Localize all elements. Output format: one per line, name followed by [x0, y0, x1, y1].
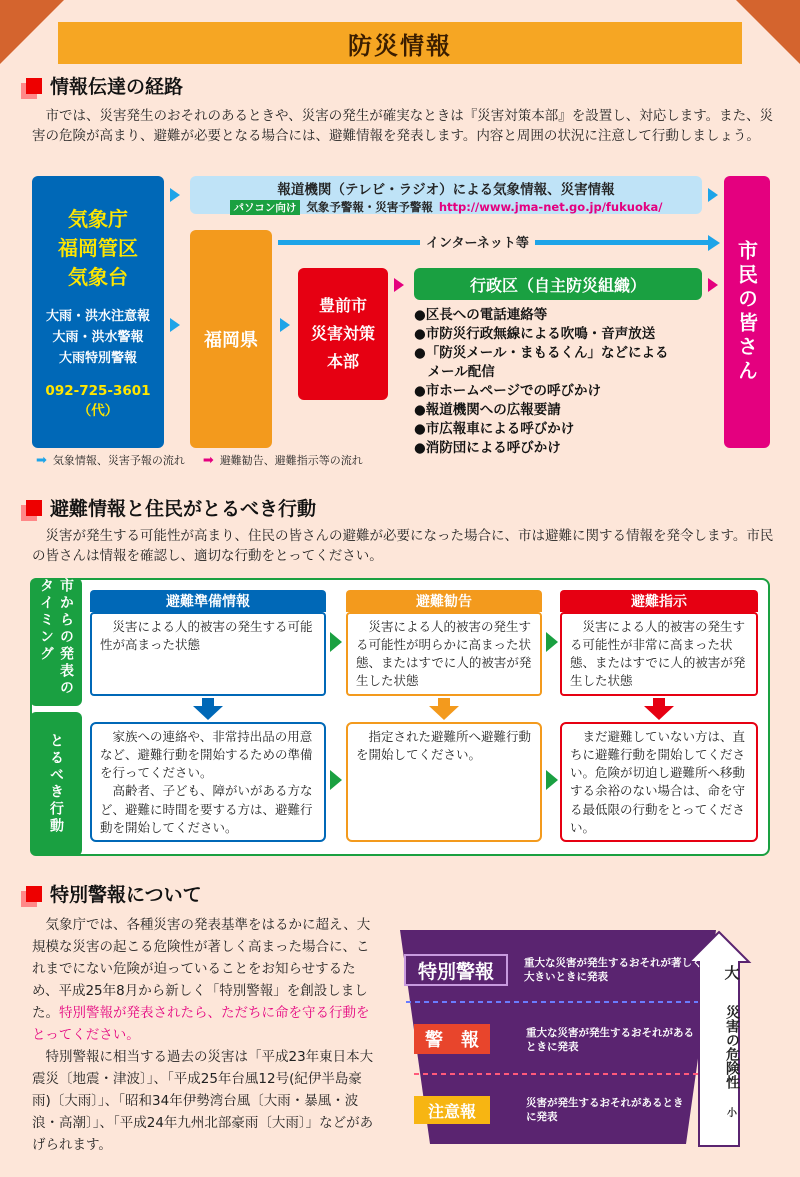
action-text: まだ避難していない方は、直ちに避難行動を開始してください。危険が切迫し避難所へ移動する余裕のない場合は、命を守る最低限の行動をとってください。 — [570, 729, 746, 835]
ward-label: 行政区（自主防災組織） — [469, 275, 646, 295]
city-hq-line: 本部 — [326, 352, 359, 371]
channel-item: メール配信 — [414, 364, 495, 380]
ward-box — [414, 268, 702, 300]
scale-label: 災害の危険性 — [724, 1005, 740, 1089]
red-down-arrow-icon — [644, 706, 674, 720]
column-head: 避難勧告 — [346, 590, 542, 612]
channel-item: ●市ホームページでの呼びかけ — [414, 383, 602, 399]
jma-name-3: 気象台 — [68, 265, 128, 289]
jma-url-link[interactable]: http://www.jma-net.go.jp/fukuoka/ — [438, 200, 663, 214]
column-head: 避難準備情報 — [90, 590, 326, 612]
body-text-red: 特別警報が発表されたら、ただちに命を守る行動をとってください。 — [32, 1005, 370, 1043]
orange-down-arrow-icon — [429, 706, 459, 720]
channel-item: ●市広報車による呼びかけ — [414, 421, 575, 437]
heading-square-icon — [26, 500, 42, 516]
city-hq-line: 災害対策 — [310, 324, 375, 343]
media-box — [190, 176, 702, 214]
route-intro: 市では、災害発生のおそれのあるときや、災害の発生が確実なときは『災害対策本部』を設置し、対応します。また、災害の危険が高まり、避難が必要となる場合には、避難情報を発表します。内容と周囲の状況に注意して行動しましょう。 — [32, 108, 774, 145]
section-heading-route — [26, 72, 183, 99]
section-heading-special-warning — [26, 880, 202, 907]
action-prepare — [90, 722, 326, 842]
jma-item: 大雨・洪水注意報 — [45, 309, 150, 324]
cyan-legend-arrow-icon: ➡ — [36, 452, 47, 468]
channel-item: ●市防災行政無線による吹鳴・音声放送 — [414, 326, 656, 342]
cyan-arrow-icon — [708, 188, 718, 202]
blue-down-arrow-icon — [193, 706, 223, 720]
section-heading-evacuation — [26, 494, 316, 521]
channel-item: ●報道機関への広報要請 — [414, 402, 561, 418]
page-title: 防災情報 — [348, 31, 452, 60]
legend-weather: 気象情報、災害予報の流れ — [52, 454, 185, 467]
prefecture-label: 福岡県 — [204, 330, 258, 351]
pink-legend-arrow-icon: ➡ — [202, 452, 214, 468]
column-timing: 災害による人的被害の発生する可能性が高まった状態 — [90, 612, 326, 696]
title-corner-right — [736, 0, 800, 64]
action-text-2: 高齢者、子ども、障がいがある方など、避難に時間を要する方は、避難行動を開始してください。 — [100, 783, 313, 835]
heading-square-icon — [26, 886, 42, 902]
city-hq-box — [298, 268, 388, 400]
scale-small: 小 — [727, 1108, 737, 1119]
action-advisory — [346, 722, 542, 842]
column-timing: 災害による人的被害の発生する可能性が明らかに高まった状態、またはすでに人的被害が発生した状態 — [346, 612, 542, 696]
prefecture-box — [190, 230, 272, 448]
title-corner-left — [0, 0, 64, 64]
legend-evac: 避難勧告、避難指示等の流れ — [219, 454, 363, 467]
green-arrow-icon — [330, 632, 342, 652]
body-text-1: 気象庁では、各種災害の発表基準をはるかに超え、大規模な災害の起こる危険性が著しく高まった場合に、これまでにない危険が迫っていることをお知らせするため、平成25年8月から新しく「特別警報」を創設しました。 — [32, 917, 371, 1021]
column-timing: 災害による人的被害の発生する可能性が非常に高まった状態、またはすでに人的被害が発生した状態 — [560, 612, 758, 696]
green-arrow-icon — [546, 632, 558, 652]
cyan-arrow-icon — [170, 188, 180, 202]
jma-item: 大雨・洪水警報 — [52, 330, 144, 345]
heading-square-icon — [26, 78, 42, 94]
green-arrow-icon — [330, 770, 342, 790]
city-hq-line: 豊前市 — [318, 296, 367, 315]
jma-name-2: 福岡管区 — [58, 236, 138, 260]
channel-item: ●消防団による呼びかけ — [414, 440, 561, 456]
pc-text: 気象予警報・災害予警報 — [306, 200, 433, 214]
pc-tag: パソコン向け — [230, 200, 301, 215]
section-title: 避難情報と住民がとるべき行動 — [50, 498, 317, 520]
channel-item: ●区長への電話連絡等 — [414, 307, 548, 323]
column-head: 避難指示 — [560, 590, 758, 612]
pink-arrow-icon — [708, 278, 718, 292]
action-text: 家族への連絡や、非常持出品の用意など、避難行動を開始するための準備を行ってください。 — [100, 729, 313, 781]
level-desc-special: 重大な災害が発生するおそれが著しく大きいときに発表 — [524, 957, 703, 983]
column-prepare — [90, 590, 326, 696]
action-order — [560, 722, 758, 842]
body-text-2: 特別警報に相当する過去の災害は「平成23年東日本大震災〔地震・津波〕」、「平成25年台風12号(紀伊半島豪雨)〔大雨〕」、「昭和34年伊勢湾台風〔大雨・暴風・波浪・高潮〕」、「平成24年九州北部豪雨〔大雨〕」などがあげられます。 — [32, 1049, 374, 1153]
green-arrow-icon — [546, 770, 558, 790]
cyan-arrow-icon — [170, 318, 180, 332]
pink-arrow-icon — [394, 278, 404, 292]
level-label-special: 特別警報 — [404, 954, 508, 986]
citizens-box — [724, 176, 770, 448]
jma-box — [32, 176, 164, 448]
tab-timing — [30, 578, 82, 706]
channel-list — [414, 306, 714, 458]
level-desc-warning: 重大な災害が発生するおそれがあるときに発表 — [526, 1027, 694, 1053]
section-title: 情報伝達の経路 — [50, 76, 184, 98]
level-label-advisory: 注意報 — [414, 1096, 490, 1124]
scale-big: 大 — [724, 964, 740, 982]
legend — [36, 452, 363, 468]
section-title: 特別警報について — [50, 884, 202, 906]
column-advisory — [346, 590, 542, 696]
media-title: 報道機関（テレビ・ラジオ）による気象情報、災害情報 — [277, 182, 615, 198]
evacuation-intro: 災害が発生する可能性が高まり、住民の皆さんの避難が必要になった場合に、市は避難に関する情報を発令します。市民の皆さんは情報を確認し、適切な行動をとってください。 — [32, 528, 774, 565]
level-label-warning: 警 報 — [414, 1024, 490, 1054]
jma-name-1: 気象庁 — [68, 207, 128, 231]
page-title-band — [58, 22, 742, 64]
tab-action — [30, 712, 82, 856]
internet-label: インターネット等 — [420, 232, 535, 251]
level-desc-advisory: 災害が発生するおそれがあるときに発表 — [526, 1097, 684, 1123]
tab-timing-label: 市からの発表のタイミング — [38, 578, 74, 697]
citizens-label: 市民の皆さん — [734, 240, 759, 384]
jma-phone: 092-725-3601（代） — [45, 383, 151, 419]
column-order — [560, 590, 758, 696]
special-warning-body — [32, 914, 374, 1156]
channel-item: ●「防災メール・まもるくん」などによる — [414, 345, 669, 361]
tab-action-label: とるべき行動 — [48, 733, 64, 835]
action-text: 指定された避難所へ避難行動を開始してください。 — [356, 729, 532, 763]
cyan-arrow-icon — [280, 318, 290, 332]
jma-item: 大雨特別警報 — [58, 351, 137, 366]
cyan-arrow-icon — [708, 235, 720, 251]
